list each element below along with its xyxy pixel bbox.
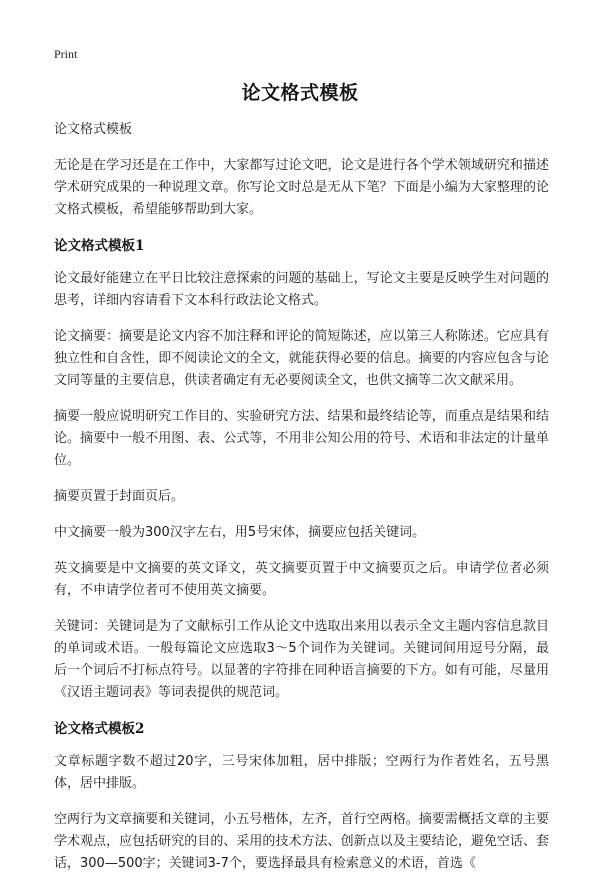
paragraph: 摘要页置于封面页后。 [54, 489, 185, 504]
intro-paragraph: 无论是在学习还是在工作中，大家都写过论文吧，论文是进行各个学术领域研究和描述学术研究成果的一种说理文章。你写论文时总是无从下笔？下面是小编为大家整理的论文格式模板，希望能够帮助到大家。 [54, 158, 549, 217]
paragraph: 摘要一般应说明研究工作目的、实验研究方法、结果和最终结论等，而重点是结果和结论。摘要中一般不用图、表、公式等，不用非公知公用的符号、术语和非法定的计量单位。 [54, 409, 549, 468]
paragraph: 空两行为文章摘要和关键词，小五号楷体，左齐，首行空两格。摘要需概括文章的主要学术观点，应包括研究的目的、采用的技术方法、创新点以及主要结论，避免空话、套话，300—500字；关键词3-7个，要选择最具有检索意义的术语，首选《 [54, 812, 549, 871]
paragraph: 关键词：关键词是为了文献标引工作从论文中选取出来用以表示全文主题内容信息款目的单词或术语。一般每篇论文应选取3～5个词作为关键词。关键词间用逗号分隔，最后一个词后不打标点符号。以显著的字符排在同种语言摘要的下方。如有可能，尽量用《汉语主题词表》等词表提供的规范词。 [54, 619, 549, 700]
paragraph: 中文摘要一般为300汉字左右，用5号宋体，摘要应包括关键词。 [54, 525, 426, 540]
paragraph: 论文最好能建立在平日比较注意探索的问题的基础上，写论文主要是反映学生对问题的思考，详细内容请看下文本科行政法论文格式。 [54, 271, 549, 308]
paragraph: 论文摘要：摘要是论文内容不加注释和评论的简短陈述，应以第三人称陈述。它应具有独立性和自含性，即不阅读论文的全文，就能获得必要的信息。摘要的内容应包含与论文同等量的主要信息，供读者确定有无必要阅读全文，也供文摘等二次文献采用。 [54, 329, 549, 388]
paragraph: 英文摘要是中文摘要的英文译文，英文摘要页置于中文摘要页之后。申请学位者必须有，不申请学位者可不使用英文摘要。 [54, 561, 549, 598]
paragraph: 文章标题字数不超过20字，三号宋体加粗，居中排版；空两行为作者姓名，五号黑体，居中排版。 [54, 754, 549, 791]
document-subtitle: 论文格式模板 [54, 122, 133, 137]
print-link[interactable]: Print [54, 47, 78, 61]
document-body [54, 119, 549, 889]
section-heading-2: 论文格式模板2 [54, 721, 145, 737]
section-heading-1: 论文格式模板1 [54, 238, 145, 254]
page-title: 论文格式模板 [241, 82, 359, 104]
